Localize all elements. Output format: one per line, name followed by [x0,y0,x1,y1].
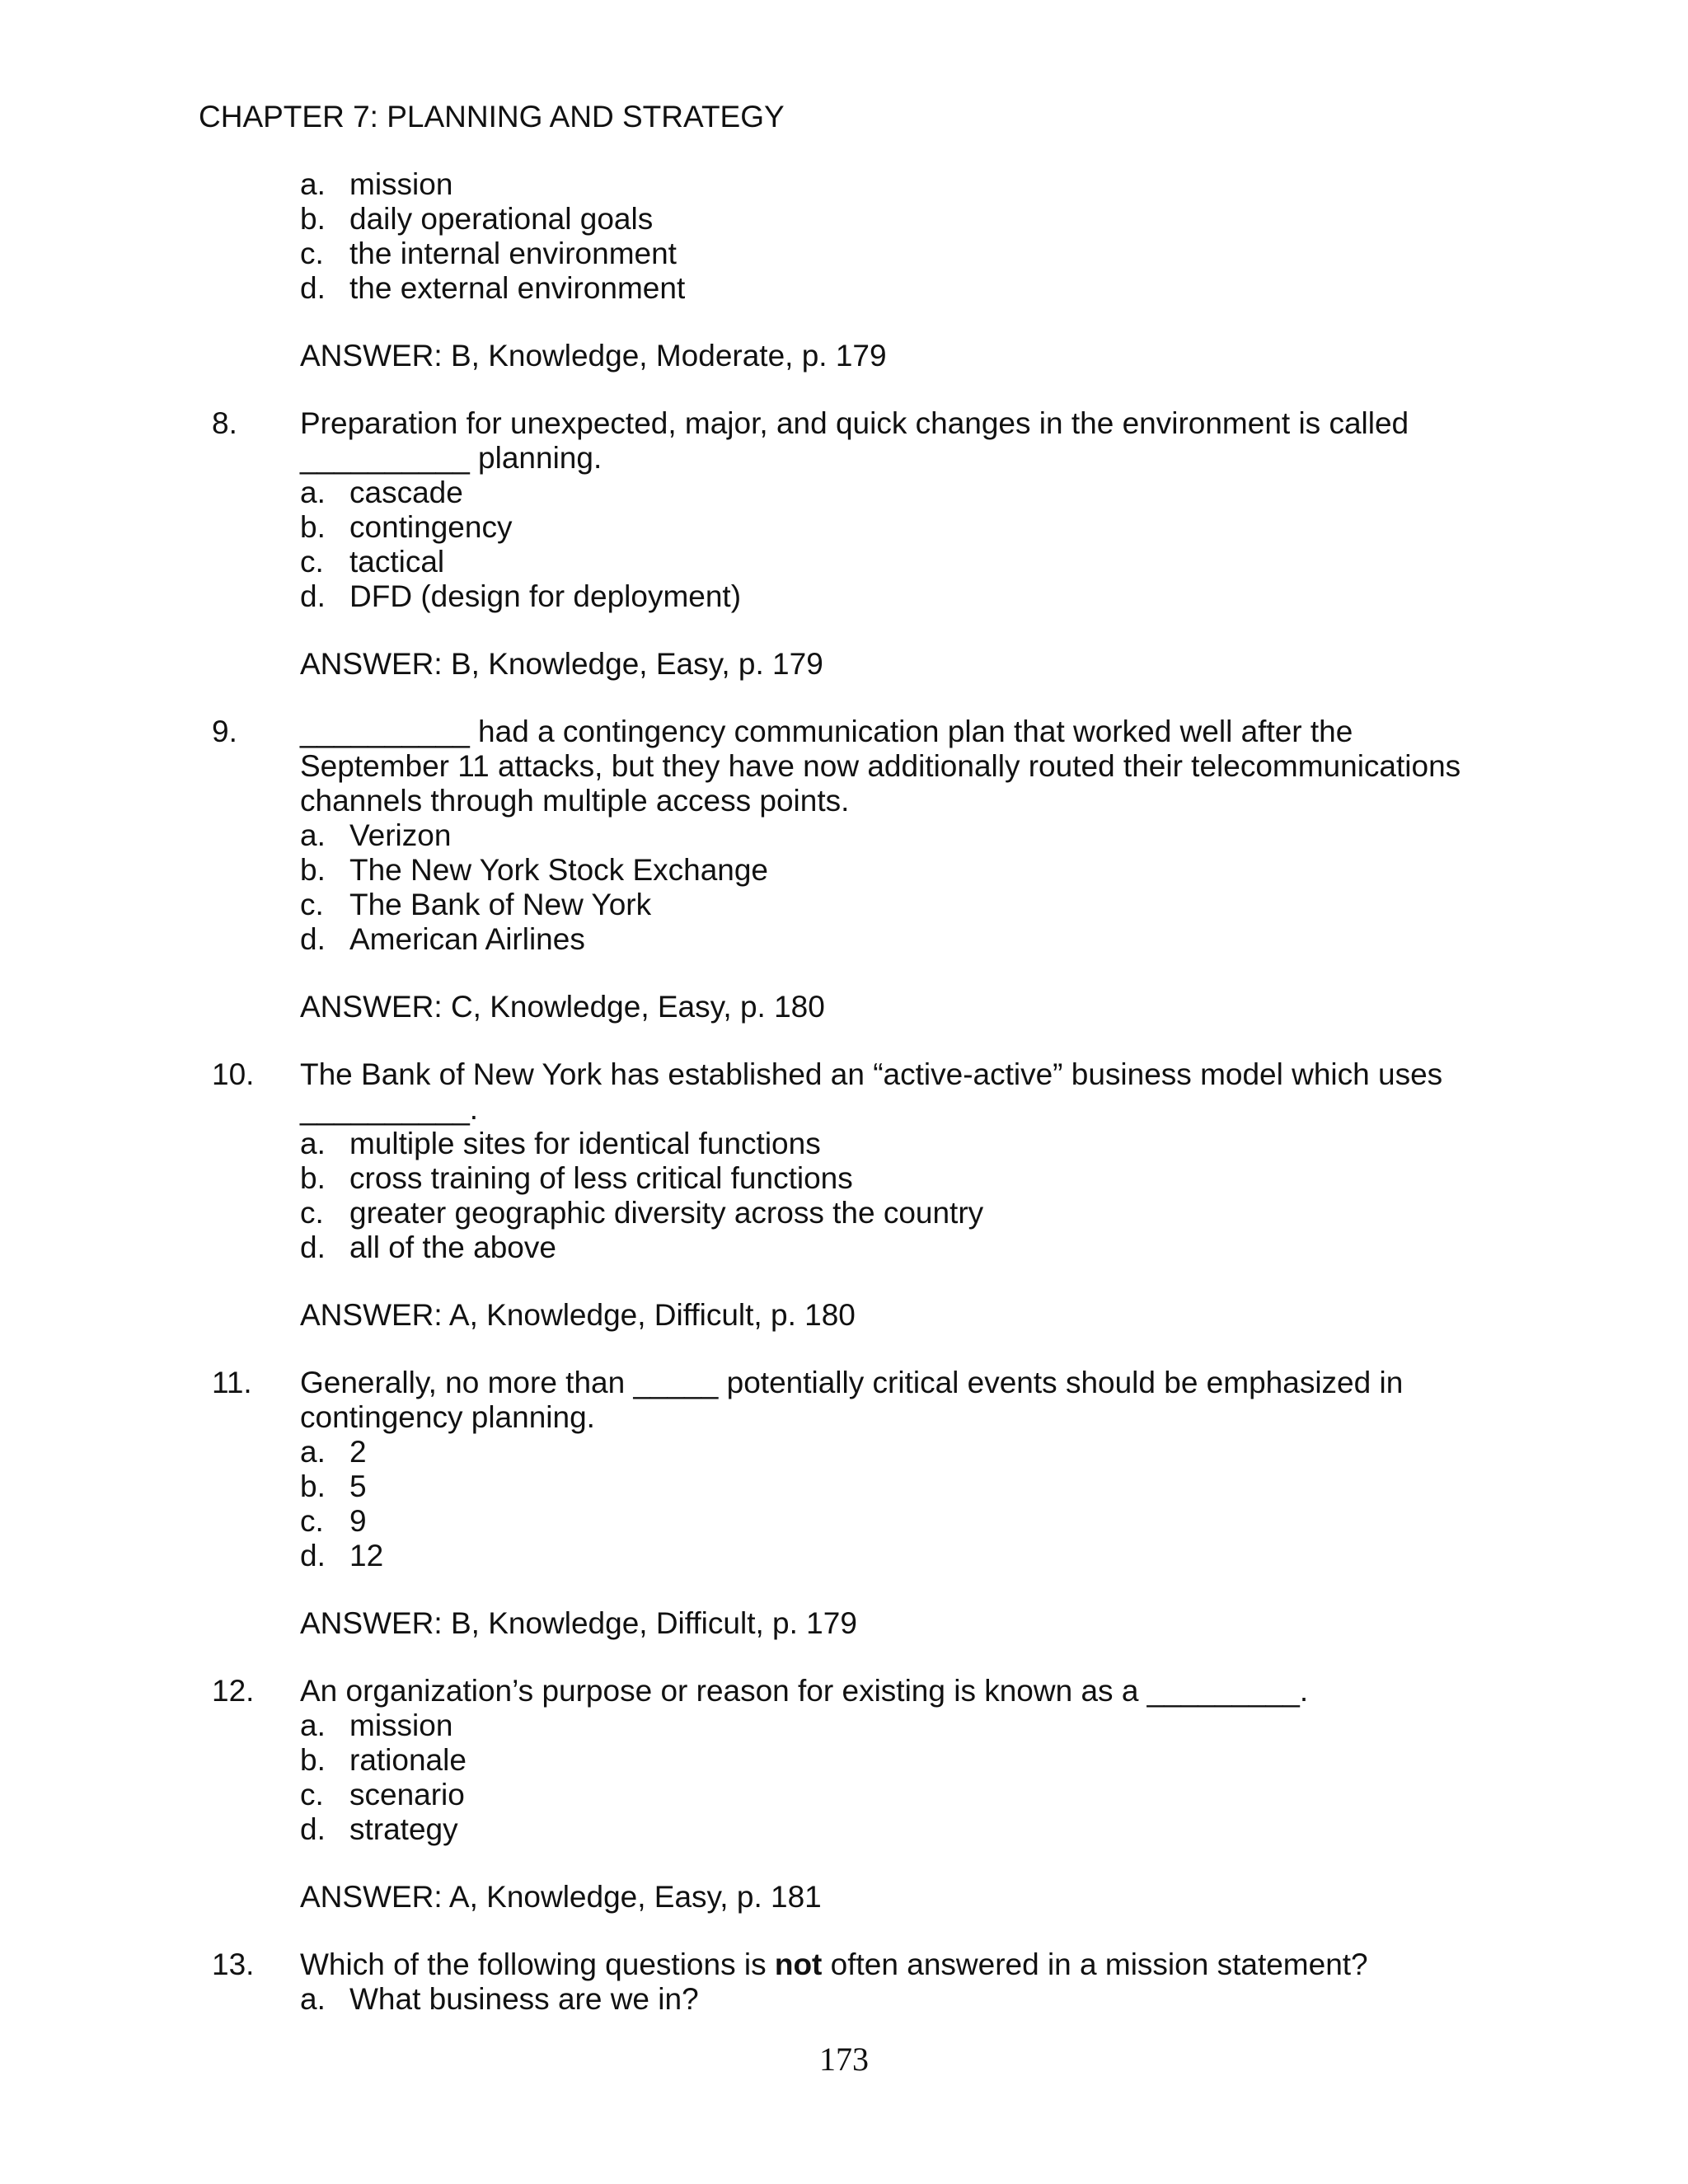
answer-key: ANSWER: B, Knowledge, Difficult, p. 179 [300,1606,857,1640]
answer-option [300,1778,1688,1812]
question-number: 12. [212,1674,255,1708]
answer-option [300,545,1688,579]
answer-option [300,167,1688,202]
question-number: 10. [212,1057,255,1091]
answer-option [300,853,1688,888]
option-letter: b. [300,1161,326,1195]
question-block [0,406,1688,682]
page-number: 173 [819,2041,869,2078]
answer-key: ANSWER: A, Knowledge, Easy, p. 181 [300,1880,822,1914]
option-text: 5 [349,1469,367,1503]
option-letter: a. [300,476,326,509]
answer-option [300,1161,1688,1196]
option-letter: d. [300,271,326,305]
question-number: 8. [212,406,237,440]
emphasis-word: not [774,1947,823,1981]
page-header: CHAPTER 7: PLANNING AND STRATEGY [199,100,785,134]
answer-options [300,167,1688,306]
option-letter: a. [300,167,326,201]
option-text: all of the above [349,1230,556,1264]
option-letter: c. [300,237,324,270]
answer-option [300,202,1688,237]
option-text: The New York Stock Exchange [349,853,769,887]
question-block [0,1674,1688,1915]
answer-options [300,1435,1688,1573]
option-letter: a. [300,1435,326,1469]
option-letter: d. [300,922,326,956]
answer-option [300,579,1688,614]
answer-option [300,1469,1688,1504]
option-text: DFD (design for deployment) [349,579,742,613]
answer-option [300,1539,1688,1573]
option-text: cross training of less critical functions [349,1161,853,1195]
option-text: Verizon [349,818,452,852]
question-stem: An organization’s purpose or reason for existing is known as a _________. [300,1674,1309,1708]
answer-option [300,1230,1688,1265]
answer-option [300,1435,1688,1469]
question-stem: Generally, no more than _____ potentially critical events should be emphasized in contingency planning. [300,1366,1404,1434]
answer-option [300,1743,1688,1778]
option-text: greater geographic diversity across the country [349,1196,984,1230]
option-letter: a. [300,1982,326,2016]
option-text: mission [349,1708,453,1742]
option-letter: c. [300,545,324,579]
option-letter: d. [300,579,326,613]
option-letter: b. [300,202,326,236]
option-letter: d. [300,1539,326,1572]
question-block [0,715,1688,1024]
question-number: 11. [212,1366,252,1399]
option-text: scenario [349,1778,465,1811]
question-stem: The Bank of New York has established an “active-active” business model which uses __________. [300,1057,1443,1126]
question-number: 9. [212,715,237,748]
question-block [0,1057,1688,1333]
option-letter: b. [300,1469,326,1503]
answer-option [300,888,1688,922]
answer-option [300,1504,1688,1539]
option-text: the external environment [349,271,686,305]
option-text: rationale [349,1743,467,1777]
option-text: daily operational goals [349,202,654,236]
answer-key: ANSWER: A, Knowledge, Difficult, p. 180 [300,1298,856,1332]
answer-key: ANSWER: C, Knowledge, Easy, p. 180 [300,990,825,1024]
option-text: The Bank of New York [349,888,652,921]
option-letter: a. [300,818,326,852]
question-list [0,167,1688,2050]
answer-options [300,1127,1688,1265]
answer-option [300,922,1688,957]
option-letter: c. [300,1504,324,1538]
answer-key: ANSWER: B, Knowledge, Easy, p. 179 [300,647,823,681]
option-text: contingency [349,510,513,544]
option-letter: b. [300,1743,326,1777]
option-letter: b. [300,853,326,887]
question-block [0,167,1688,373]
question-stem: Which of the following questions is not often answered in a mission statement? [300,1947,1368,1981]
option-text: multiple sites for identical functions [349,1127,821,1160]
option-text: What business are we in? [349,1982,699,2016]
option-text: 2 [349,1435,367,1469]
answer-option [300,1812,1688,1847]
answer-options [300,1982,1688,2017]
option-text: tactical [349,545,445,579]
answer-option [300,818,1688,853]
option-text: strategy [349,1812,458,1846]
question-stem: Preparation for unexpected, major, and quick changes in the environment is called __________ planning. [300,406,1409,475]
option-letter: b. [300,510,326,544]
answer-option [300,1982,1688,2017]
option-text: 9 [349,1504,367,1538]
option-letter: c. [300,888,324,921]
answer-option [300,1127,1688,1161]
question-stem: __________ had a contingency communication plan that worked well after the September 11 attacks, but they have now additionally routed their telecommunications channels through multiple access points. [300,715,1461,818]
question-block [0,1366,1688,1641]
question-block [0,1947,1688,2017]
answer-option [300,476,1688,510]
answer-options [300,818,1688,957]
option-letter: d. [300,1812,326,1846]
answer-option [300,510,1688,545]
answer-option [300,1708,1688,1743]
option-text: cascade [349,476,463,509]
answer-key: ANSWER: B, Knowledge, Moderate, p. 179 [300,339,887,373]
answer-options [300,1708,1688,1847]
answer-option [300,1196,1688,1230]
option-text: 12 [349,1539,384,1572]
answer-option [300,237,1688,271]
option-text: American Airlines [349,922,585,956]
option-letter: c. [300,1778,324,1811]
option-letter: c. [300,1196,324,1230]
option-text: the internal environment [349,237,677,270]
option-letter: a. [300,1708,326,1742]
answer-options [300,476,1688,614]
question-number: 13. [212,1947,255,1981]
option-letter: d. [300,1230,326,1264]
answer-option [300,271,1688,306]
option-text: mission [349,167,453,201]
option-letter: a. [300,1127,326,1160]
